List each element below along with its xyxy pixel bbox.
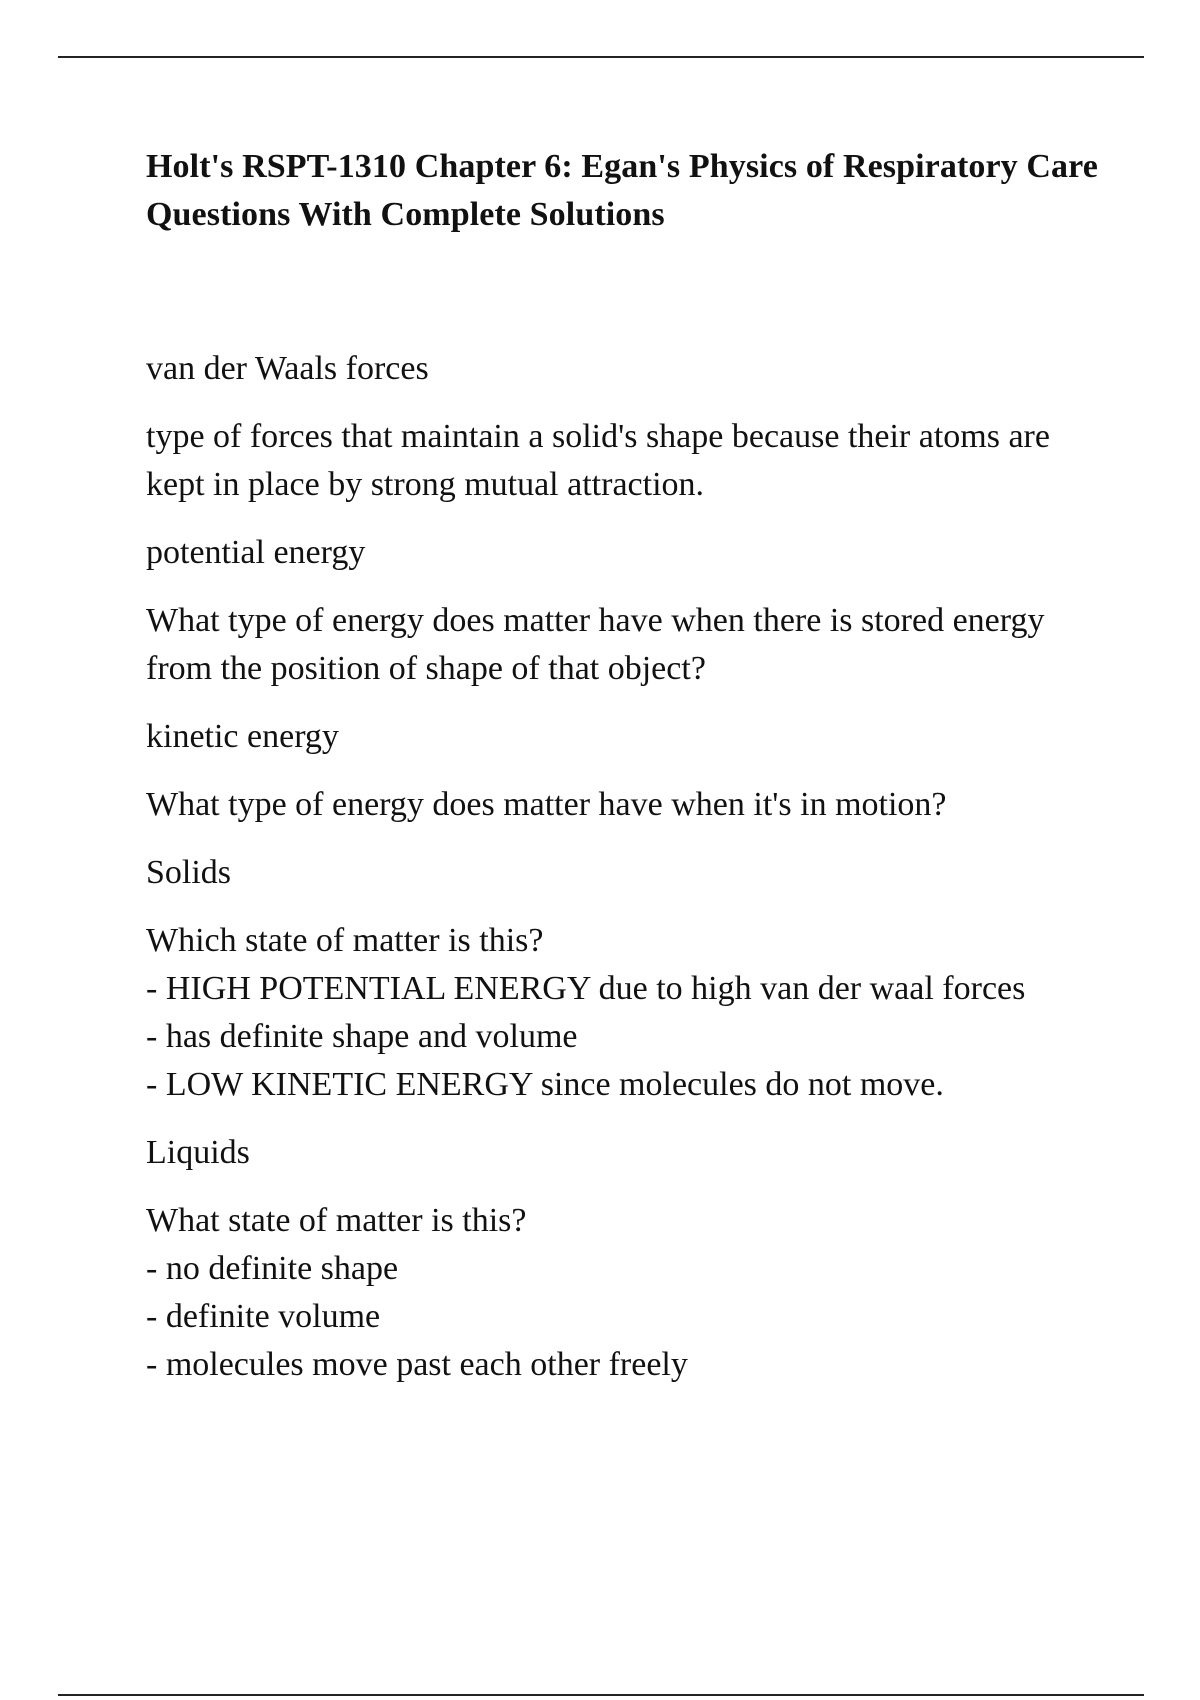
card-definition: What state of matter is this? - no definite shape - definite volume - molecules move past each other freely (146, 1202, 688, 1383)
question-answer-list (146, 345, 1106, 1389)
qa-card (146, 713, 1106, 829)
qa-card (146, 849, 1106, 1109)
card-definition: Which state of matter is this? - HIGH POTENTIAL ENERGY due to high van der waal forces - has definite shape and volume - LOW KINETIC ENERGY since molecules do not move. (146, 922, 1026, 1103)
qa-card (146, 529, 1106, 693)
card-term: Solids (146, 854, 232, 891)
card-term: potential energy (146, 534, 366, 571)
card-term: Liquids (146, 1134, 250, 1171)
qa-card (146, 1129, 1106, 1389)
document-title: Holt's RSPT-1310 Chapter 6: Egan's Physics of Respiratory Care Questions With Complete Solutions (146, 148, 1098, 233)
bottom-divider (58, 1694, 1144, 1696)
card-definition: What type of energy does matter have when it's in motion? (146, 786, 947, 823)
card-term: kinetic energy (146, 718, 339, 755)
card-definition: What type of energy does matter have when there is stored energy from the position of shape of that object? (146, 602, 1045, 687)
top-divider (58, 56, 1144, 58)
document-page (146, 143, 1106, 1409)
card-definition: type of forces that maintain a solid's shape because their atoms are kept in place by strong mutual attraction. (146, 418, 1050, 503)
card-term: van der Waals forces (146, 350, 429, 387)
qa-card (146, 345, 1106, 509)
